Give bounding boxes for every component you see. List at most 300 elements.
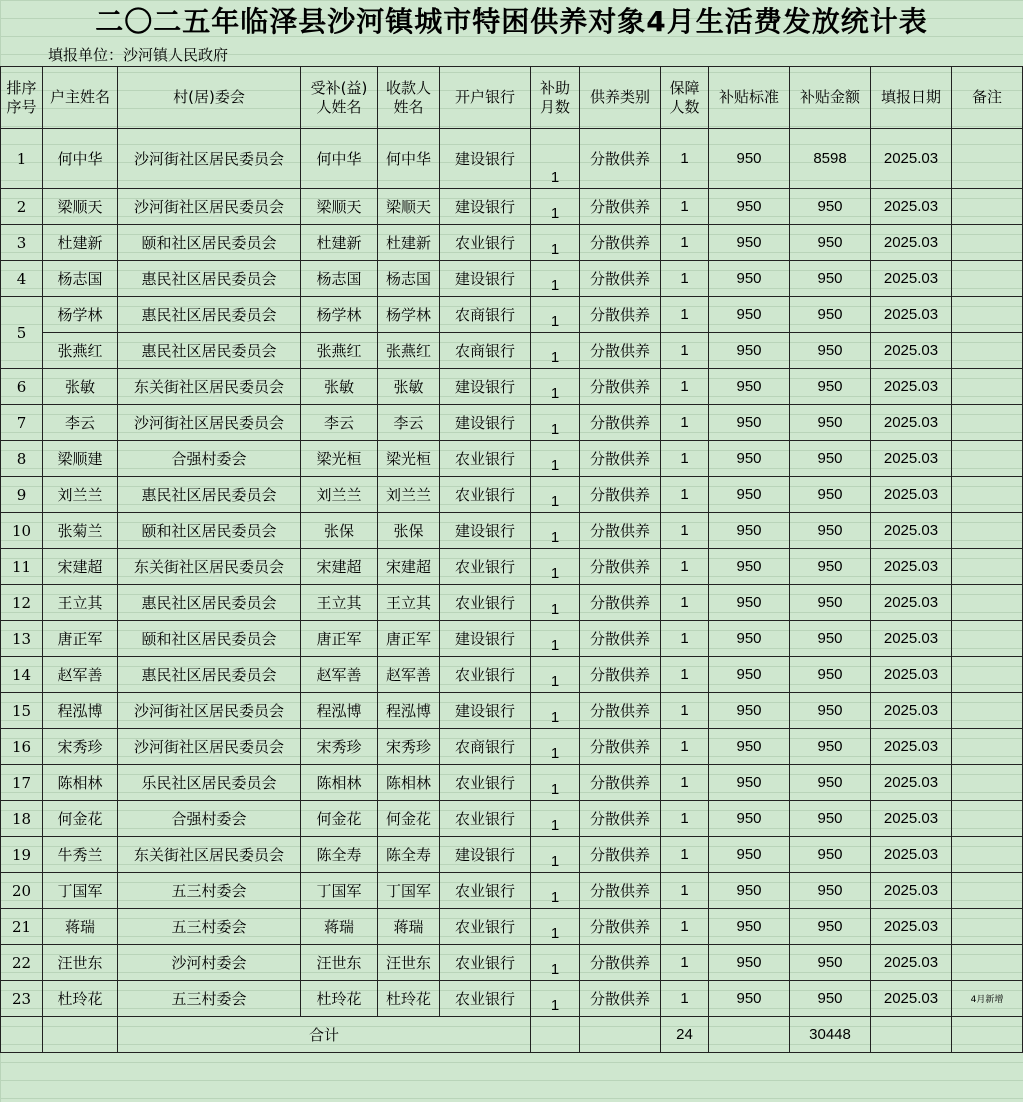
cell-remark[interactable] bbox=[952, 441, 1023, 477]
cell-payee[interactable]: 宋秀珍 bbox=[378, 729, 440, 765]
cell-remark[interactable] bbox=[952, 657, 1023, 693]
cell-beneficiary[interactable]: 程泓博 bbox=[301, 693, 378, 729]
cell-persons[interactable]: 1 bbox=[661, 129, 709, 189]
cell-persons[interactable]: 1 bbox=[661, 945, 709, 981]
cell-bank[interactable]: 农商银行 bbox=[440, 297, 531, 333]
cell-standard[interactable]: 950 bbox=[709, 729, 790, 765]
cell-months[interactable]: 1 bbox=[531, 873, 580, 909]
cell-payee[interactable]: 李云 bbox=[378, 405, 440, 441]
cell-persons[interactable]: 1 bbox=[661, 477, 709, 513]
cell-category[interactable]: 分散供养 bbox=[580, 693, 661, 729]
cell-committee[interactable]: 沙河村委会 bbox=[118, 945, 301, 981]
cell-remark[interactable] bbox=[952, 405, 1023, 441]
cell-persons[interactable]: 1 bbox=[661, 909, 709, 945]
cell-bank[interactable]: 建设银行 bbox=[440, 837, 531, 873]
header-bank[interactable] bbox=[440, 67, 531, 129]
cell-amount[interactable]: 950 bbox=[790, 765, 871, 801]
cell-committee[interactable]: 合强村委会 bbox=[118, 441, 301, 477]
cell-committee[interactable]: 合强村委会 bbox=[118, 801, 301, 837]
cell-remark[interactable] bbox=[952, 693, 1023, 729]
cell-standard[interactable]: 950 bbox=[709, 909, 790, 945]
cell-seq[interactable]: 13 bbox=[1, 621, 43, 657]
cell-seq[interactable]: 21 bbox=[1, 909, 43, 945]
cell-amount[interactable]: 950 bbox=[790, 369, 871, 405]
cell-standard[interactable]: 950 bbox=[709, 801, 790, 837]
cell-seq[interactable]: 5 bbox=[1, 297, 43, 369]
cell-category[interactable]: 分散供养 bbox=[580, 513, 661, 549]
cell-beneficiary[interactable]: 杜玲花 bbox=[301, 981, 378, 1017]
cell-amount[interactable]: 950 bbox=[790, 621, 871, 657]
cell-payee[interactable]: 丁国军 bbox=[378, 873, 440, 909]
cell-remark[interactable] bbox=[952, 477, 1023, 513]
cell-months[interactable]: 1 bbox=[531, 657, 580, 693]
cell-standard[interactable]: 950 bbox=[709, 945, 790, 981]
cell-category[interactable]: 分散供养 bbox=[580, 945, 661, 981]
cell-beneficiary[interactable]: 宋建超 bbox=[301, 549, 378, 585]
cell-date[interactable]: 2025.03 bbox=[871, 549, 952, 585]
cell-beneficiary[interactable]: 宋秀珍 bbox=[301, 729, 378, 765]
header-amount[interactable] bbox=[790, 67, 871, 129]
cell-amount[interactable]: 950 bbox=[790, 477, 871, 513]
cell-date[interactable]: 2025.03 bbox=[871, 297, 952, 333]
cell-date[interactable]: 2025.03 bbox=[871, 801, 952, 837]
cell-committee[interactable]: 沙河街社区居民委员会 bbox=[118, 693, 301, 729]
cell-remark[interactable] bbox=[952, 369, 1023, 405]
cell-household[interactable]: 宋建超 bbox=[43, 549, 118, 585]
cell-payee[interactable]: 赵军善 bbox=[378, 657, 440, 693]
cell-seq[interactable]: 9 bbox=[1, 477, 43, 513]
cell-seq[interactable]: 12 bbox=[1, 585, 43, 621]
cell-date[interactable]: 2025.03 bbox=[871, 621, 952, 657]
cell-remark[interactable] bbox=[952, 837, 1023, 873]
cell-committee[interactable]: 沙河街社区居民委员会 bbox=[118, 405, 301, 441]
cell-months[interactable]: 1 bbox=[531, 909, 580, 945]
cell-payee[interactable]: 宋建超 bbox=[378, 549, 440, 585]
total-persons[interactable]: 24 bbox=[661, 1017, 709, 1053]
cell-date[interactable]: 2025.03 bbox=[871, 585, 952, 621]
cell-seq[interactable]: 18 bbox=[1, 801, 43, 837]
cell-amount[interactable]: 950 bbox=[790, 333, 871, 369]
cell-category[interactable]: 分散供养 bbox=[580, 261, 661, 297]
cell-months[interactable]: 1 bbox=[531, 333, 580, 369]
cell-amount[interactable]: 950 bbox=[790, 405, 871, 441]
cell-standard[interactable]: 950 bbox=[709, 765, 790, 801]
cell-committee[interactable]: 五三村委会 bbox=[118, 981, 301, 1017]
cell-remark[interactable] bbox=[952, 945, 1023, 981]
cell-empty[interactable] bbox=[871, 1017, 952, 1053]
cell-standard[interactable]: 950 bbox=[709, 441, 790, 477]
cell-beneficiary[interactable]: 陈相林 bbox=[301, 765, 378, 801]
cell-seq[interactable]: 8 bbox=[1, 441, 43, 477]
cell-months[interactable]: 1 bbox=[531, 369, 580, 405]
cell-date[interactable]: 2025.03 bbox=[871, 909, 952, 945]
cell-bank[interactable]: 农业银行 bbox=[440, 477, 531, 513]
cell-payee[interactable]: 杜玲花 bbox=[378, 981, 440, 1017]
cell-household[interactable]: 蒋瑞 bbox=[43, 909, 118, 945]
header-committee[interactable] bbox=[118, 67, 301, 129]
cell-category[interactable]: 分散供养 bbox=[580, 621, 661, 657]
cell-household[interactable]: 梁顺建 bbox=[43, 441, 118, 477]
cell-date[interactable]: 2025.03 bbox=[871, 693, 952, 729]
cell-committee[interactable]: 五三村委会 bbox=[118, 909, 301, 945]
cell-date[interactable]: 2025.03 bbox=[871, 189, 952, 225]
header-payee[interactable] bbox=[378, 67, 440, 129]
cell-category[interactable]: 分散供养 bbox=[580, 441, 661, 477]
cell-beneficiary[interactable]: 何中华 bbox=[301, 129, 378, 189]
cell-beneficiary[interactable]: 蒋瑞 bbox=[301, 909, 378, 945]
cell-payee[interactable]: 程泓博 bbox=[378, 693, 440, 729]
cell-bank[interactable]: 农业银行 bbox=[440, 909, 531, 945]
cell-household[interactable]: 张燕红 bbox=[43, 333, 118, 369]
cell-months[interactable]: 1 bbox=[531, 405, 580, 441]
cell-date[interactable]: 2025.03 bbox=[871, 477, 952, 513]
cell-payee[interactable]: 张敏 bbox=[378, 369, 440, 405]
cell-standard[interactable]: 950 bbox=[709, 513, 790, 549]
cell-persons[interactable]: 1 bbox=[661, 765, 709, 801]
cell-payee[interactable]: 陈相林 bbox=[378, 765, 440, 801]
cell-amount[interactable]: 950 bbox=[790, 837, 871, 873]
cell-beneficiary[interactable]: 杨学林 bbox=[301, 297, 378, 333]
cell-persons[interactable]: 1 bbox=[661, 729, 709, 765]
cell-standard[interactable]: 950 bbox=[709, 981, 790, 1017]
cell-payee[interactable]: 刘兰兰 bbox=[378, 477, 440, 513]
cell-amount[interactable]: 950 bbox=[790, 441, 871, 477]
cell-committee[interactable]: 沙河街社区居民委员会 bbox=[118, 729, 301, 765]
cell-remark[interactable] bbox=[952, 909, 1023, 945]
cell-payee[interactable]: 陈全寿 bbox=[378, 837, 440, 873]
cell-months[interactable]: 1 bbox=[531, 729, 580, 765]
cell-amount[interactable]: 950 bbox=[790, 729, 871, 765]
cell-date[interactable]: 2025.03 bbox=[871, 369, 952, 405]
cell-persons[interactable]: 1 bbox=[661, 297, 709, 333]
cell-seq[interactable]: 10 bbox=[1, 513, 43, 549]
header-months[interactable] bbox=[531, 67, 580, 129]
cell-date[interactable]: 2025.03 bbox=[871, 657, 952, 693]
cell-payee[interactable]: 何金花 bbox=[378, 801, 440, 837]
cell-amount[interactable]: 950 bbox=[790, 801, 871, 837]
cell-bank[interactable]: 农业银行 bbox=[440, 873, 531, 909]
cell-payee[interactable]: 梁光桓 bbox=[378, 441, 440, 477]
cell-seq[interactable]: 1 bbox=[1, 129, 43, 189]
cell-household[interactable]: 赵军善 bbox=[43, 657, 118, 693]
cell-persons[interactable]: 1 bbox=[661, 693, 709, 729]
cell-months[interactable]: 1 bbox=[531, 225, 580, 261]
cell-beneficiary[interactable]: 汪世东 bbox=[301, 945, 378, 981]
cell-date[interactable]: 2025.03 bbox=[871, 333, 952, 369]
cell-category[interactable]: 分散供养 bbox=[580, 909, 661, 945]
cell-date[interactable]: 2025.03 bbox=[871, 225, 952, 261]
cell-payee[interactable]: 杨志国 bbox=[378, 261, 440, 297]
cell-persons[interactable]: 1 bbox=[661, 549, 709, 585]
cell-category[interactable]: 分散供养 bbox=[580, 405, 661, 441]
cell-months[interactable]: 1 bbox=[531, 765, 580, 801]
cell-category[interactable]: 分散供养 bbox=[580, 837, 661, 873]
cell-committee[interactable]: 东关街社区居民委员会 bbox=[118, 549, 301, 585]
cell-household[interactable]: 唐正军 bbox=[43, 621, 118, 657]
cell-standard[interactable]: 950 bbox=[709, 693, 790, 729]
cell-payee[interactable]: 张保 bbox=[378, 513, 440, 549]
cell-standard[interactable]: 950 bbox=[709, 657, 790, 693]
cell-seq[interactable]: 3 bbox=[1, 225, 43, 261]
cell-payee[interactable]: 王立其 bbox=[378, 585, 440, 621]
cell-remark[interactable] bbox=[952, 225, 1023, 261]
cell-standard[interactable]: 950 bbox=[709, 405, 790, 441]
cell-household[interactable]: 杜建新 bbox=[43, 225, 118, 261]
cell-seq[interactable]: 4 bbox=[1, 261, 43, 297]
cell-seq[interactable]: 14 bbox=[1, 657, 43, 693]
header-date[interactable] bbox=[871, 67, 952, 129]
cell-standard[interactable]: 950 bbox=[709, 549, 790, 585]
cell-beneficiary[interactable]: 张保 bbox=[301, 513, 378, 549]
cell-seq[interactable]: 6 bbox=[1, 369, 43, 405]
cell-date[interactable]: 2025.03 bbox=[871, 129, 952, 189]
cell-empty[interactable] bbox=[580, 1017, 661, 1053]
cell-remark[interactable] bbox=[952, 585, 1023, 621]
cell-beneficiary[interactable]: 唐正军 bbox=[301, 621, 378, 657]
cell-amount[interactable]: 950 bbox=[790, 693, 871, 729]
cell-persons[interactable]: 1 bbox=[661, 513, 709, 549]
cell-months[interactable]: 1 bbox=[531, 297, 580, 333]
cell-amount[interactable]: 8598 bbox=[790, 129, 871, 189]
cell-standard[interactable]: 950 bbox=[709, 261, 790, 297]
cell-category[interactable]: 分散供养 bbox=[580, 729, 661, 765]
cell-standard[interactable]: 950 bbox=[709, 297, 790, 333]
cell-standard[interactable]: 950 bbox=[709, 621, 790, 657]
cell-beneficiary[interactable]: 王立其 bbox=[301, 585, 378, 621]
cell-category[interactable]: 分散供养 bbox=[580, 477, 661, 513]
cell-amount[interactable]: 950 bbox=[790, 873, 871, 909]
cell-beneficiary[interactable]: 杨志国 bbox=[301, 261, 378, 297]
cell-persons[interactable]: 1 bbox=[661, 981, 709, 1017]
cell-bank[interactable]: 建设银行 bbox=[440, 513, 531, 549]
cell-household[interactable]: 杨学林 bbox=[43, 297, 118, 333]
cell-bank[interactable]: 建设银行 bbox=[440, 693, 531, 729]
header-household[interactable] bbox=[43, 67, 118, 129]
cell-payee[interactable]: 蒋瑞 bbox=[378, 909, 440, 945]
cell-persons[interactable]: 1 bbox=[661, 261, 709, 297]
cell-committee[interactable]: 惠民社区居民委员会 bbox=[118, 297, 301, 333]
cell-months[interactable]: 1 bbox=[531, 549, 580, 585]
cell-remark[interactable] bbox=[952, 549, 1023, 585]
cell-amount[interactable]: 950 bbox=[790, 585, 871, 621]
cell-payee[interactable]: 梁顺天 bbox=[378, 189, 440, 225]
cell-months[interactable]: 1 bbox=[531, 693, 580, 729]
cell-amount[interactable]: 950 bbox=[790, 909, 871, 945]
cell-committee[interactable]: 惠民社区居民委员会 bbox=[118, 657, 301, 693]
header-seq[interactable] bbox=[1, 67, 43, 129]
cell-amount[interactable]: 950 bbox=[790, 261, 871, 297]
cell-committee[interactable]: 惠民社区居民委员会 bbox=[118, 477, 301, 513]
cell-bank[interactable]: 农业银行 bbox=[440, 225, 531, 261]
cell-persons[interactable]: 1 bbox=[661, 837, 709, 873]
cell-remark[interactable] bbox=[952, 333, 1023, 369]
cell-bank[interactable]: 农业银行 bbox=[440, 801, 531, 837]
header-persons[interactable] bbox=[661, 67, 709, 129]
cell-persons[interactable]: 1 bbox=[661, 189, 709, 225]
cell-bank[interactable]: 农业银行 bbox=[440, 765, 531, 801]
cell-remark[interactable] bbox=[952, 621, 1023, 657]
cell-beneficiary[interactable]: 张敏 bbox=[301, 369, 378, 405]
cell-months[interactable]: 1 bbox=[531, 261, 580, 297]
cell-category[interactable]: 分散供养 bbox=[580, 369, 661, 405]
cell-household[interactable]: 程泓博 bbox=[43, 693, 118, 729]
cell-bank[interactable]: 农业银行 bbox=[440, 945, 531, 981]
cell-bank[interactable]: 农业银行 bbox=[440, 549, 531, 585]
cell-bank[interactable]: 建设银行 bbox=[440, 405, 531, 441]
cell-months[interactable]: 1 bbox=[531, 945, 580, 981]
cell-category[interactable]: 分散供养 bbox=[580, 189, 661, 225]
cell-months[interactable]: 1 bbox=[531, 513, 580, 549]
cell-category[interactable]: 分散供养 bbox=[580, 333, 661, 369]
cell-beneficiary[interactable]: 陈全寿 bbox=[301, 837, 378, 873]
cell-seq[interactable]: 2 bbox=[1, 189, 43, 225]
cell-remark[interactable] bbox=[952, 189, 1023, 225]
cell-committee[interactable]: 沙河街社区居民委员会 bbox=[118, 189, 301, 225]
cell-beneficiary[interactable]: 刘兰兰 bbox=[301, 477, 378, 513]
cell-date[interactable]: 2025.03 bbox=[871, 729, 952, 765]
cell-seq[interactable]: 19 bbox=[1, 837, 43, 873]
cell-bank[interactable]: 农业银行 bbox=[440, 981, 531, 1017]
cell-beneficiary[interactable]: 梁顺天 bbox=[301, 189, 378, 225]
cell-date[interactable]: 2025.03 bbox=[871, 873, 952, 909]
cell-months[interactable]: 1 bbox=[531, 441, 580, 477]
cell-months[interactable]: 1 bbox=[531, 189, 580, 225]
cell-remark[interactable] bbox=[952, 129, 1023, 189]
header-standard[interactable] bbox=[709, 67, 790, 129]
cell-category[interactable]: 分散供养 bbox=[580, 981, 661, 1017]
cell-bank[interactable]: 农业银行 bbox=[440, 585, 531, 621]
cell-household[interactable]: 丁国军 bbox=[43, 873, 118, 909]
cell-household[interactable]: 陈相林 bbox=[43, 765, 118, 801]
cell-category[interactable]: 分散供养 bbox=[580, 129, 661, 189]
total-amount[interactable]: 30448 bbox=[790, 1017, 871, 1053]
cell-payee[interactable]: 何中华 bbox=[378, 129, 440, 189]
cell-date[interactable]: 2025.03 bbox=[871, 513, 952, 549]
cell-persons[interactable]: 1 bbox=[661, 225, 709, 261]
cell-beneficiary[interactable]: 梁光桓 bbox=[301, 441, 378, 477]
cell-months[interactable]: 1 bbox=[531, 585, 580, 621]
cell-seq[interactable]: 16 bbox=[1, 729, 43, 765]
cell-household[interactable]: 何中华 bbox=[43, 129, 118, 189]
cell-persons[interactable]: 1 bbox=[661, 333, 709, 369]
cell-standard[interactable]: 950 bbox=[709, 189, 790, 225]
cell-bank[interactable]: 建设银行 bbox=[440, 261, 531, 297]
cell-household[interactable]: 王立其 bbox=[43, 585, 118, 621]
cell-committee[interactable]: 惠民社区居民委员会 bbox=[118, 333, 301, 369]
cell-bank[interactable]: 建设银行 bbox=[440, 621, 531, 657]
cell-payee[interactable]: 张燕红 bbox=[378, 333, 440, 369]
cell-standard[interactable]: 950 bbox=[709, 225, 790, 261]
cell-household[interactable]: 张菊兰 bbox=[43, 513, 118, 549]
cell-seq[interactable]: 23 bbox=[1, 981, 43, 1017]
cell-amount[interactable]: 950 bbox=[790, 657, 871, 693]
cell-committee[interactable]: 颐和社区居民委员会 bbox=[118, 621, 301, 657]
cell-beneficiary[interactable]: 赵军善 bbox=[301, 657, 378, 693]
cell-months[interactable]: 1 bbox=[531, 801, 580, 837]
cell-date[interactable]: 2025.03 bbox=[871, 261, 952, 297]
cell-remark[interactable] bbox=[952, 801, 1023, 837]
cell-payee[interactable]: 杨学林 bbox=[378, 297, 440, 333]
cell-persons[interactable]: 1 bbox=[661, 441, 709, 477]
cell-household[interactable]: 汪世东 bbox=[43, 945, 118, 981]
cell-remark[interactable] bbox=[952, 513, 1023, 549]
cell-household[interactable]: 杨志国 bbox=[43, 261, 118, 297]
cell-seq[interactable]: 7 bbox=[1, 405, 43, 441]
cell-committee[interactable]: 沙河街社区居民委员会 bbox=[118, 129, 301, 189]
cell-seq[interactable]: 17 bbox=[1, 765, 43, 801]
cell-months[interactable]: 1 bbox=[531, 129, 580, 189]
cell-category[interactable]: 分散供养 bbox=[580, 765, 661, 801]
cell-empty[interactable] bbox=[43, 1017, 118, 1053]
cell-committee[interactable]: 东关街社区居民委员会 bbox=[118, 369, 301, 405]
cell-category[interactable]: 分散供养 bbox=[580, 585, 661, 621]
cell-date[interactable]: 2025.03 bbox=[871, 405, 952, 441]
cell-payee[interactable]: 汪世东 bbox=[378, 945, 440, 981]
cell-bank[interactable]: 农业银行 bbox=[440, 657, 531, 693]
cell-beneficiary[interactable]: 杜建新 bbox=[301, 225, 378, 261]
cell-persons[interactable]: 1 bbox=[661, 657, 709, 693]
cell-category[interactable]: 分散供养 bbox=[580, 801, 661, 837]
cell-amount[interactable]: 950 bbox=[790, 189, 871, 225]
cell-persons[interactable]: 1 bbox=[661, 369, 709, 405]
cell-standard[interactable]: 950 bbox=[709, 837, 790, 873]
cell-seq[interactable]: 15 bbox=[1, 693, 43, 729]
cell-committee[interactable]: 惠民社区居民委员会 bbox=[118, 261, 301, 297]
cell-beneficiary[interactable]: 李云 bbox=[301, 405, 378, 441]
cell-remark[interactable]: 4月新增 bbox=[952, 981, 1023, 1017]
cell-amount[interactable]: 950 bbox=[790, 513, 871, 549]
cell-bank[interactable]: 建设银行 bbox=[440, 129, 531, 189]
cell-standard[interactable]: 950 bbox=[709, 585, 790, 621]
cell-committee[interactable]: 惠民社区居民委员会 bbox=[118, 585, 301, 621]
cell-amount[interactable]: 950 bbox=[790, 549, 871, 585]
header-beneficiary[interactable] bbox=[301, 67, 378, 129]
cell-household[interactable]: 张敏 bbox=[43, 369, 118, 405]
cell-household[interactable]: 宋秀珍 bbox=[43, 729, 118, 765]
cell-empty[interactable] bbox=[952, 1017, 1023, 1053]
cell-standard[interactable]: 950 bbox=[709, 129, 790, 189]
header-category[interactable] bbox=[580, 67, 661, 129]
cell-payee[interactable]: 杜建新 bbox=[378, 225, 440, 261]
cell-committee[interactable]: 五三村委会 bbox=[118, 873, 301, 909]
cell-persons[interactable]: 1 bbox=[661, 801, 709, 837]
cell-empty[interactable] bbox=[1, 1017, 43, 1053]
cell-beneficiary[interactable]: 丁国军 bbox=[301, 873, 378, 909]
total-label[interactable]: 合计 bbox=[118, 1017, 531, 1053]
cell-committee[interactable]: 颐和社区居民委员会 bbox=[118, 225, 301, 261]
cell-seq[interactable]: 11 bbox=[1, 549, 43, 585]
cell-bank[interactable]: 建设银行 bbox=[440, 189, 531, 225]
cell-household[interactable]: 牛秀兰 bbox=[43, 837, 118, 873]
cell-months[interactable]: 1 bbox=[531, 477, 580, 513]
cell-months[interactable]: 1 bbox=[531, 837, 580, 873]
cell-persons[interactable]: 1 bbox=[661, 873, 709, 909]
cell-date[interactable]: 2025.03 bbox=[871, 945, 952, 981]
cell-persons[interactable]: 1 bbox=[661, 405, 709, 441]
cell-empty[interactable] bbox=[531, 1017, 580, 1053]
cell-amount[interactable]: 950 bbox=[790, 981, 871, 1017]
cell-date[interactable]: 2025.03 bbox=[871, 837, 952, 873]
cell-household[interactable]: 李云 bbox=[43, 405, 118, 441]
cell-category[interactable]: 分散供养 bbox=[580, 873, 661, 909]
cell-category[interactable]: 分散供养 bbox=[580, 657, 661, 693]
cell-bank[interactable]: 农业银行 bbox=[440, 441, 531, 477]
cell-months[interactable]: 1 bbox=[531, 621, 580, 657]
cell-persons[interactable]: 1 bbox=[661, 621, 709, 657]
cell-committee[interactable]: 颐和社区居民委员会 bbox=[118, 513, 301, 549]
cell-bank[interactable]: 农商银行 bbox=[440, 729, 531, 765]
cell-beneficiary[interactable]: 何金花 bbox=[301, 801, 378, 837]
